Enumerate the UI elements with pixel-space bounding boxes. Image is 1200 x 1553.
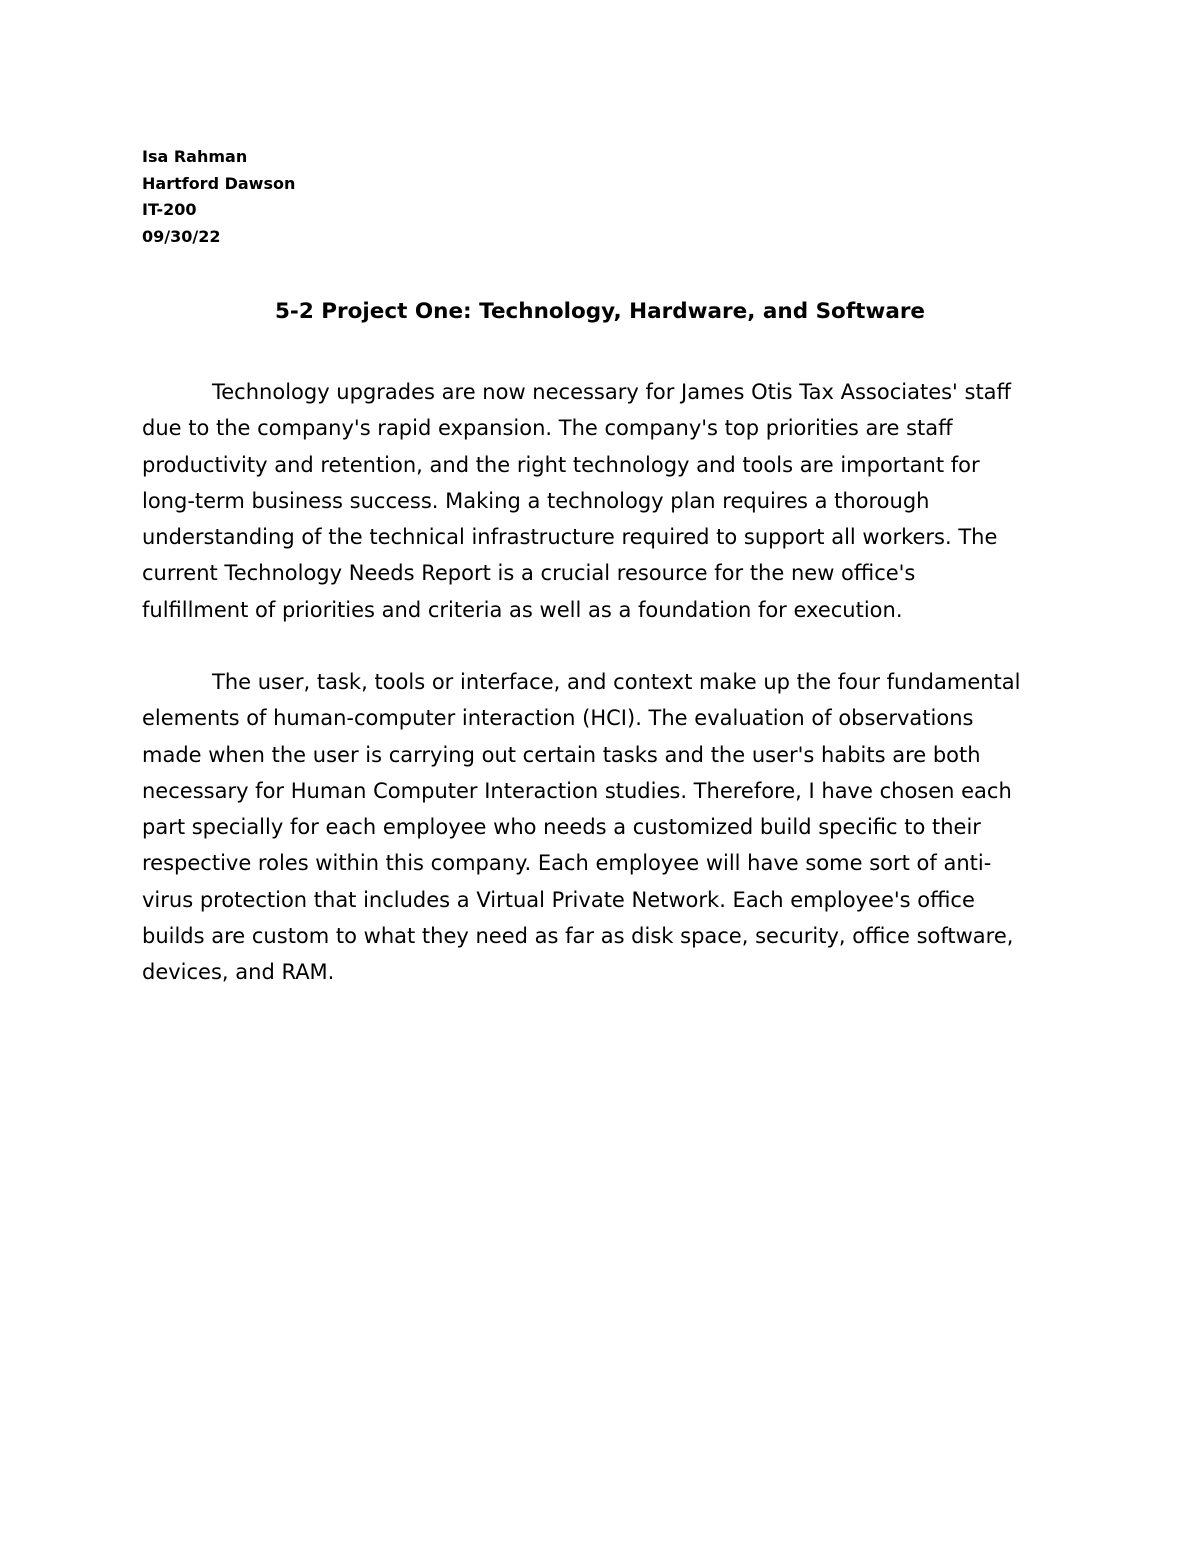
paragraph-line: builds are custom to what they need as far as disk space, security, office software,	[142, 924, 1014, 949]
paragraph-line: The user, task, tools or interface, and context make up the four fundamental	[212, 670, 1021, 694]
paragraph-line: long-term business success. Making a technology plan requires a thorough	[142, 488, 930, 513]
paragraph-line: virus protection that includes a Virtual Private Network. Each employee's office	[142, 887, 975, 912]
paragraph-line: productivity and retention, and the right technology and tools are important for	[142, 452, 980, 477]
paragraph-line: made when the user is carrying out certain tasks and the user's habits are both	[142, 742, 981, 767]
body-paragraph	[142, 664, 1072, 991]
paragraph-line: Technology upgrades are now necessary for James Otis Tax Associates' staff	[212, 380, 1012, 404]
document-header	[142, 144, 295, 250]
paragraph-line: fulfillment of priorities and criteria as well as a foundation for execution.	[142, 597, 903, 622]
paragraph-line: respective roles within this company. Each employee will have some sort of anti-	[142, 851, 992, 876]
paragraph-line: current Technology Needs Report is a crucial resource for the new office's	[142, 561, 916, 586]
author-name: Isa Rahman	[142, 147, 248, 166]
paragraph-line: devices, and RAM.	[142, 960, 335, 985]
paragraph-line: understanding of the technical infrastructure required to support all workers. The	[142, 525, 998, 550]
paragraph-line: due to the company's rapid expansion. The company's top priorities are staff	[142, 416, 953, 441]
paragraph-line: part specially for each employee who needs a customized build specific to their	[142, 815, 981, 840]
body-paragraph	[142, 374, 1072, 628]
instructor-name: Hartford Dawson	[142, 173, 296, 193]
document-title: 5-2 Project One: Technology, Hardware, and Software	[274, 299, 926, 324]
document-date: 09/30/22	[142, 226, 221, 246]
paragraph-line: necessary for Human Computer Interaction studies. Therefore, I have chosen each	[142, 778, 1012, 803]
paragraph-line: elements of human-computer interaction (HCI). The evaluation of observations	[142, 706, 974, 731]
course-code: IT-200	[142, 200, 197, 219]
